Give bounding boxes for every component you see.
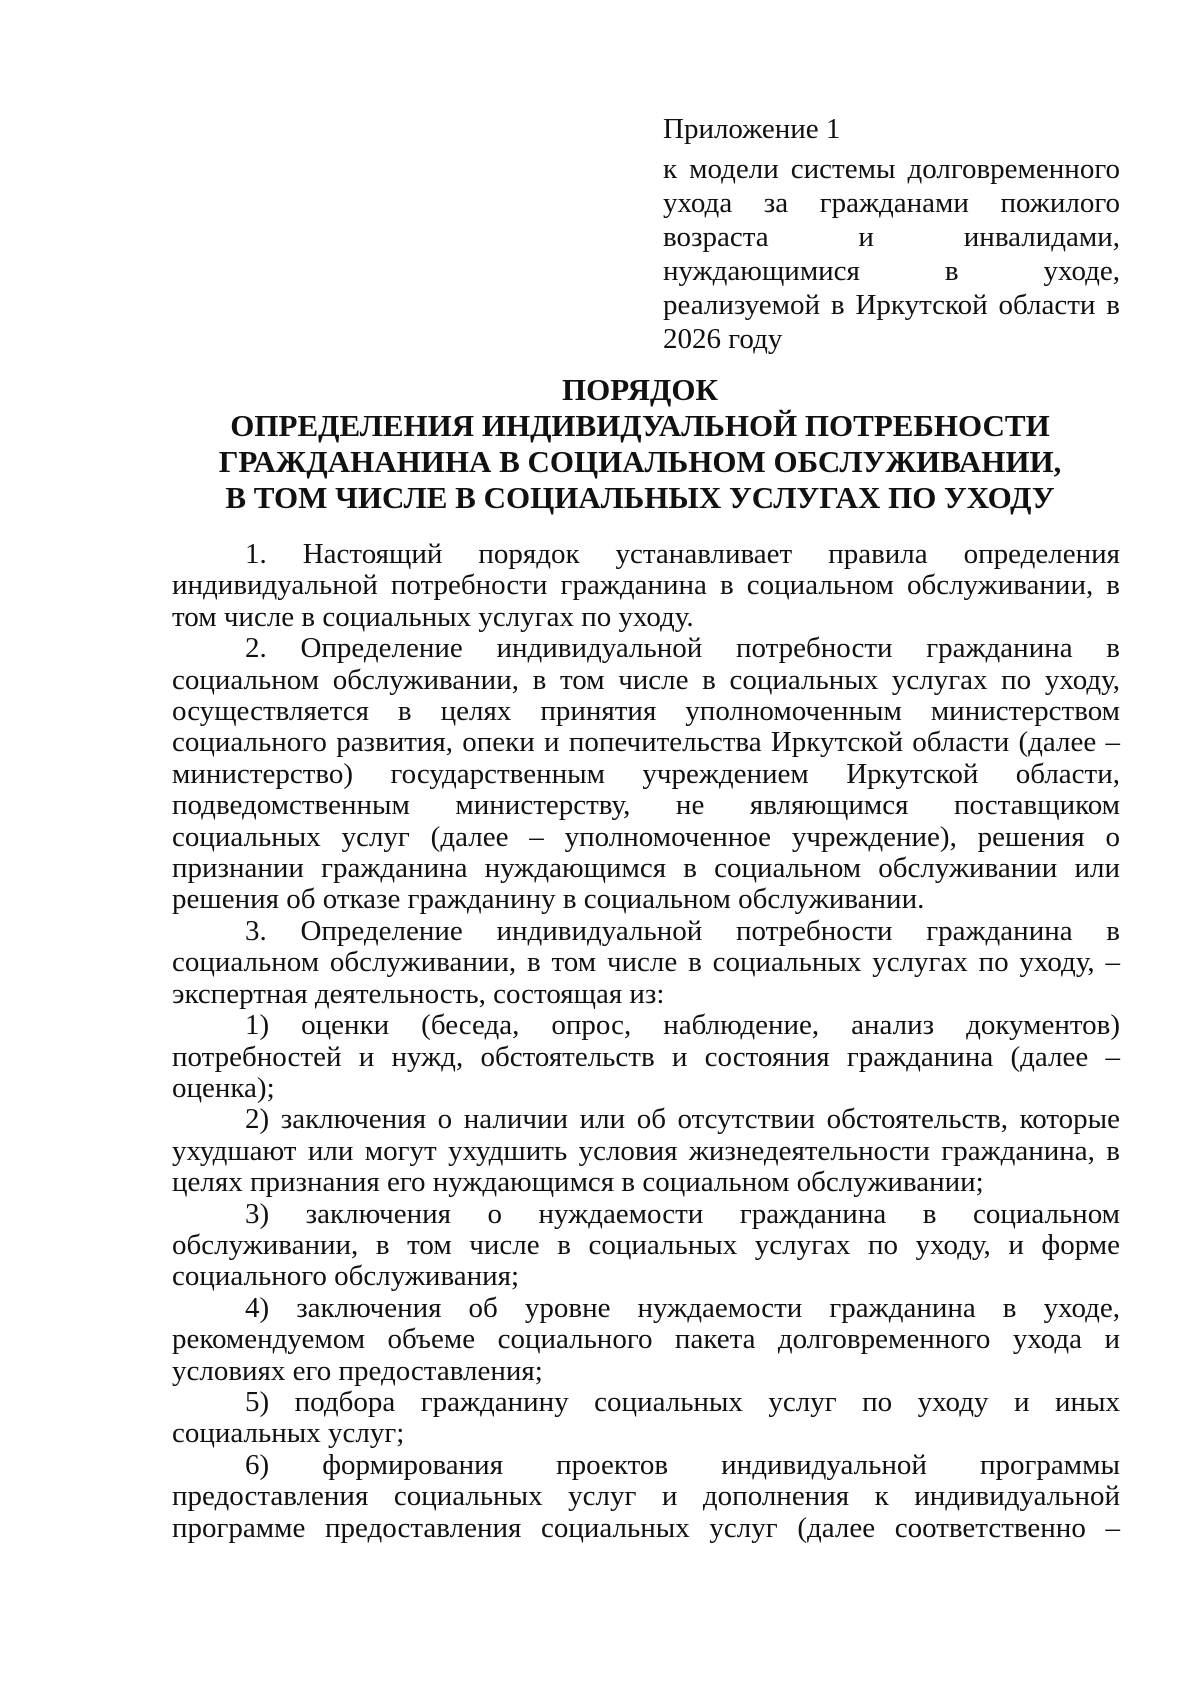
title-line-1: ПОРЯДОК xyxy=(562,372,718,407)
paragraph-3: 3. Определение индивидуальной потребности гражданина в социальном обслуживании, в том числе в социальных услугах по уходу, – экспертная деятельность, состоящая из: xyxy=(172,914,1120,1010)
title-line-2: ОПРЕДЕЛЕНИЯ ИНДИВИДУАЛЬНОЙ ПОТРЕБНОСТИ xyxy=(230,408,1050,443)
document-title xyxy=(150,372,1130,516)
appendix-label: Приложение 1 xyxy=(663,113,841,145)
list-item-2: 2) заключения о наличии или об отсутствии обстоятельств, которые ухудшают или могут ухудшить условия жизнедеятельности гражданина, в целях признания его нуждающимся в социальном обслуживании; xyxy=(172,1103,1120,1199)
appendix-text: к модели системы долговременного ухода за гражданами пожилого возраста и инвалидами, нуждающимися в уходе, реализуемой в Иркутской области в 2026 году xyxy=(663,153,1120,355)
list-item-5: 5) подбора гражданину социальных услуг по уходу и иных социальных услуг; xyxy=(172,1385,1120,1450)
list-item-1: 1) оценки (беседа, опрос, наблюдение, анализ документов) потребностей и нужд, обстоятельств и состояния гражданина (далее – оценка); xyxy=(172,1009,1120,1104)
title-line-3: ГРАЖДАНАНИНА В СОЦИАЛЬНОМ ОБСЛУЖИВАНИИ, xyxy=(218,444,1062,479)
list-item-3: 3) заключения о нуждаемости гражданина в социальном обслуживании, в том числе в социальных услугах по уходу, и форме социального обслуживания; xyxy=(172,1197,1120,1293)
paragraph-2: 2. Определение индивидуальной потребности гражданина в социальном обслуживании, в том числе в социальных услугах по уходу, осуществляется в целях принятия уполномоченным министерством социального развития, опеки и попечительства Иркутской области (далее – министерство) государственным учреждением Иркутской области, подведомственным министерству, не являющимся поставщиком социальных услуг (далее – уполномоченное учреждение), решения о признании гражданина нуждающимся в социальном обслуживании или решения об отказе гражданину в социальном обслуживании. xyxy=(172,632,1120,916)
title-line-4: В ТОМ ЧИСЛЕ В СОЦИАЛЬНЫХ УСЛУГАХ ПО УХОДУ xyxy=(225,480,1055,515)
paragraph-1: 1. Настоящий порядок устанавливает правила определения индивидуальной потребности гражданина в социальном обслуживании, в том числе в социальных услугах по уходу. xyxy=(172,538,1120,633)
list-item-6: 6) формирования проектов индивидуальной программы предоставления социальных услуг и дополнения к индивидуальной программе предоставления социальных услуг (далее соответственно – xyxy=(172,1448,1120,1544)
document-body xyxy=(172,539,1120,1544)
list-item-4: 4) заключения об уровне нуждаемости гражданина в уходе, рекомендуемом объеме социального пакета долговременного ухода и условиях его предоставления; xyxy=(172,1291,1120,1387)
appendix-header xyxy=(663,112,1120,356)
